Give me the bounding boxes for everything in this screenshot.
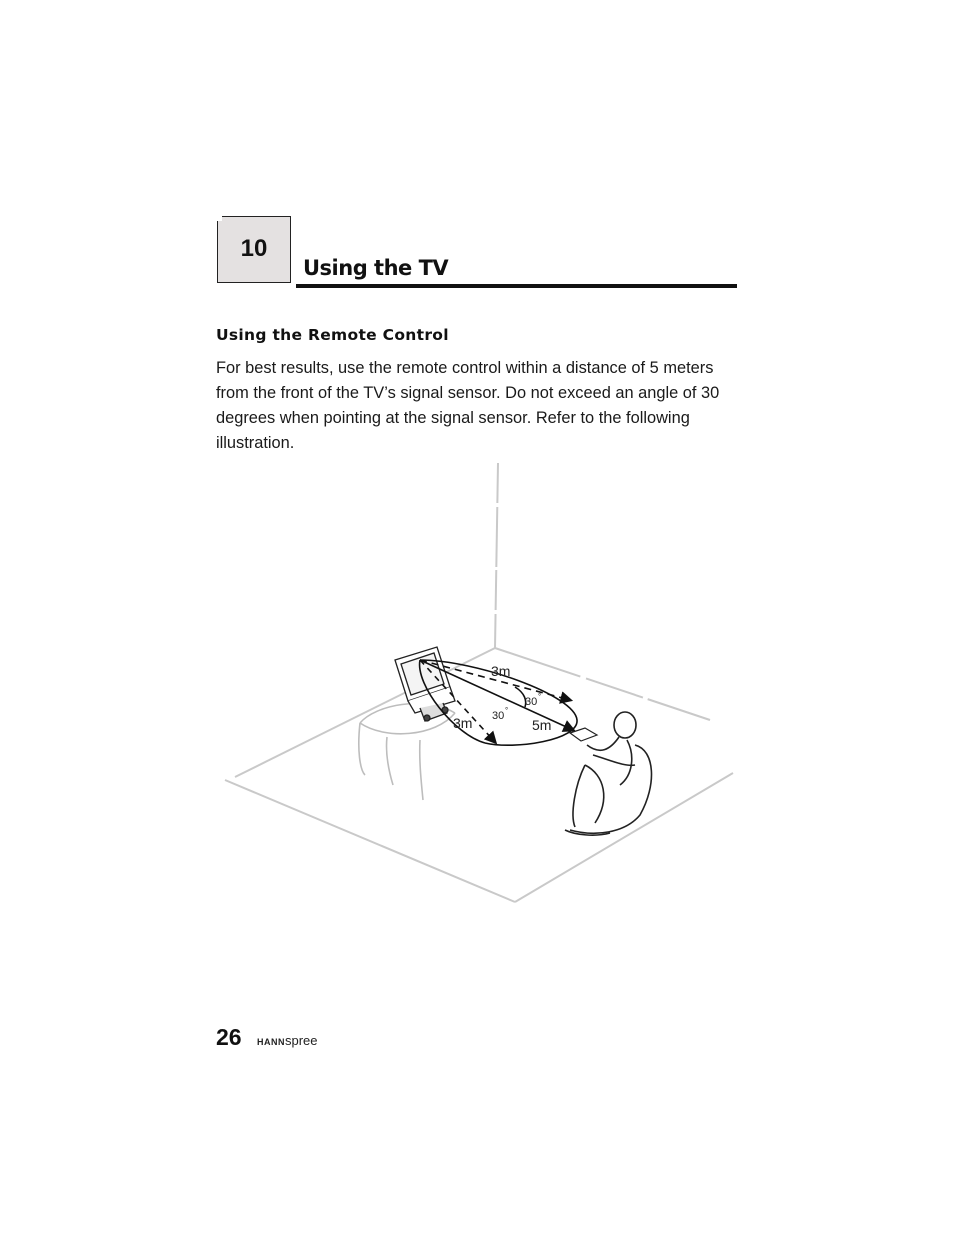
label-angle-bottom: 30 [492, 710, 505, 722]
brand-bold: HANN [257, 1037, 285, 1047]
page-number: 26 [216, 1024, 242, 1050]
label-angle-top: 30 [525, 696, 538, 708]
degree-symbol-top: ° [538, 692, 542, 701]
brand-light: spree [285, 1033, 318, 1048]
room-outline [225, 463, 733, 902]
remote-range-illustration [215, 455, 745, 910]
chapter-number-box [217, 216, 291, 283]
brand-logo [257, 1033, 318, 1048]
label-top-distance: 3m [491, 663, 511, 679]
label-center-distance: 5m [532, 717, 552, 733]
tv-cabinet [359, 704, 455, 800]
chapter-number: 10 [240, 235, 268, 262]
degree-symbol-bottom: ° [505, 706, 509, 715]
section-heading: Using the Remote Control [216, 326, 449, 344]
remote-control-icon [570, 728, 597, 741]
title-rule [296, 284, 737, 288]
body-paragraph: For best results, use the remote control within a distance of 5 meters from the front of the TV’s signal sensor. Do not exceed an angle of 30 degrees when pointing at the signal sensor. Refer to the following illustration. [216, 359, 720, 452]
chapter-title: Using the TV [303, 256, 449, 280]
label-left-distance: 3m [453, 715, 473, 731]
